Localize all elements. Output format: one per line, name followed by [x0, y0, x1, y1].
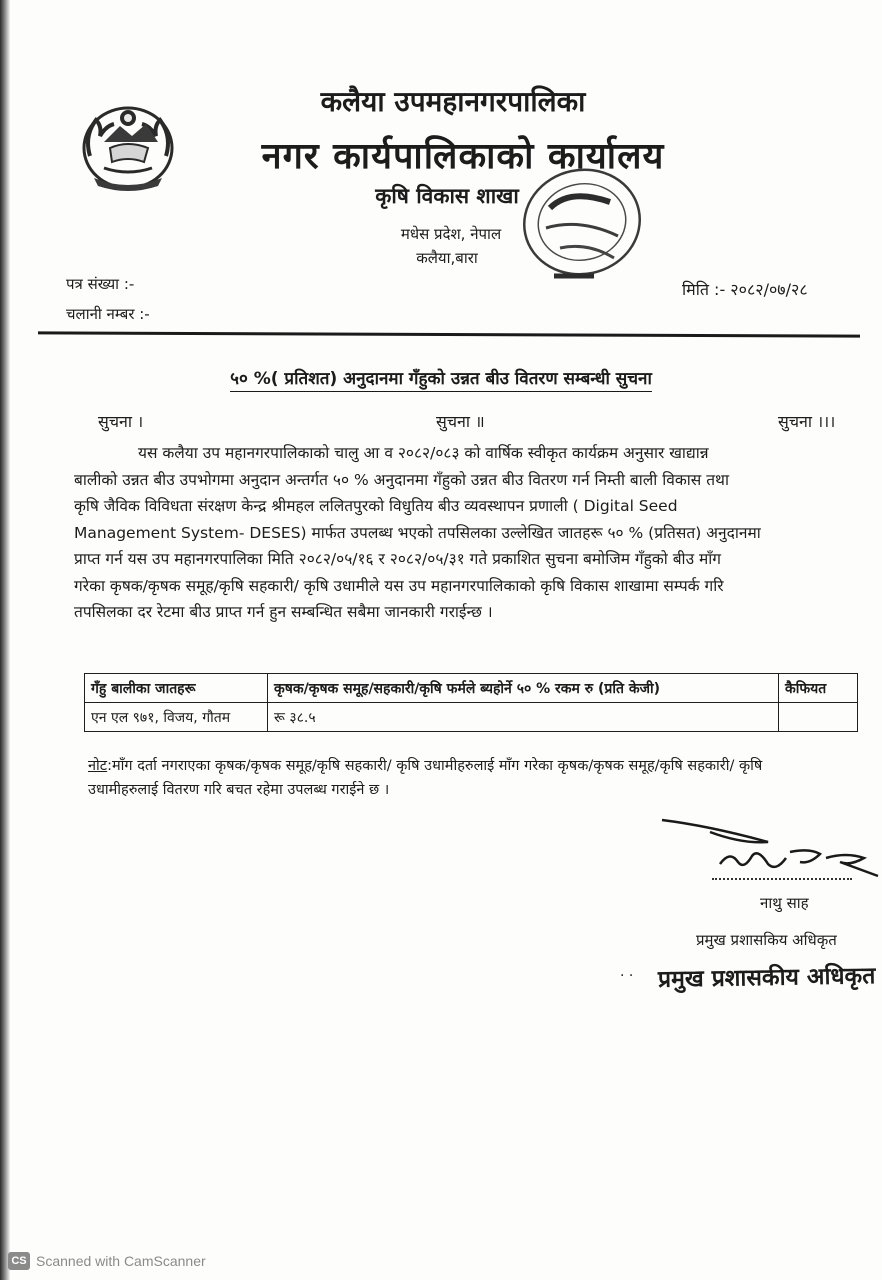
- body-line: प्राप्त गर्न यस उप महानगरपालिका मिति २०८२/०५/१६ र २०८२/०५/३१ गते प्रकाशित सुचना बमोजिम गँहुको बीउ माँग: [74, 550, 721, 568]
- location-line: कलैया,बारा: [416, 249, 478, 267]
- header-divider: [38, 331, 860, 337]
- notice-word-2: सुचना ॥: [436, 412, 485, 431]
- scanner-text: Scanned with CamScanner: [36, 1253, 206, 1269]
- camscanner-logo-icon: CS: [8, 1252, 30, 1270]
- dispatch-number: चलानी नम्बर :-: [66, 305, 150, 323]
- table-row: [85, 703, 858, 732]
- note-block: [88, 754, 858, 802]
- body-line: Management System- DESES) मार्फत उपलब्ध भएको तपसिलका उल्लेखित जातहरू ५० % (प्रतिसत) अनुदानमा: [74, 523, 761, 542]
- body-line: बालीको उन्नत बीउ उपभोगमा अनुदान अन्तर्गत ५० % अनुदानमा गँहुको उन्नत बीउ वितरण गर्न निम्ती बाली विकास तथा: [74, 470, 729, 489]
- header-rate: कृषक/कृषक समूह/सहकारी/कृषि फर्मले ब्यहोर्ने ५० % रकम रु (प्रति केजी): [268, 674, 779, 703]
- seed-rate-table: [84, 673, 858, 732]
- subject-text: ५० %( प्रतिशत) अनुदानमा गँहुको उन्नत बीउ वितरण सम्बन्धी सुचना: [230, 369, 652, 392]
- letter-date: मिति :- २०८२/०७/२८: [682, 280, 808, 299]
- cell-variety: एन एल ९७१, विजय, गौतम: [85, 703, 268, 732]
- municipality-name: कलैया उपमहानगरपालिका: [320, 85, 586, 118]
- body-line: कृषि जैविक विविधता संरक्षण केन्द्र श्रीमहल ललितपुरको विधुतिय बीउ व्यवस्थापन प्रणाली ( Digital Seed: [74, 497, 678, 515]
- cell-remarks: [779, 703, 858, 732]
- header-variety: गँहु बालीका जातहरू: [85, 674, 268, 703]
- officer-title-stamp: प्रमुख प्रशासकीय अधिकृत: [657, 963, 876, 993]
- table-header-row: [85, 674, 858, 703]
- signatory-name: नाथु साह: [760, 894, 809, 912]
- signature-dotted-line: [712, 878, 852, 880]
- scanner-watermark: [8, 1252, 206, 1270]
- section-name: कृषि विकास शाखा: [375, 184, 519, 208]
- signatory-title: प्रमुख प्रशासकिय अधिकृत: [696, 931, 837, 949]
- notice-word-1: सुचना ।: [98, 412, 144, 431]
- note-label: नोट: [88, 758, 108, 774]
- handwritten-signature-icon: [650, 812, 882, 886]
- office-round-stamp-icon: [510, 158, 650, 288]
- note-line-1: [88, 754, 858, 778]
- header-remarks: कैफियत: [779, 674, 858, 703]
- body-line: गरेका कृषक/कृषक समूह/कृषि सहकारी/ कृषि उधामीले यस उप महानगरपालिकाको कृषि विकास शाखामा सम्पर्क गरि: [74, 576, 724, 595]
- province-line: मधेस प्रदेश, नेपाल: [400, 225, 502, 243]
- notice-word-3: सुचना ।।।: [778, 412, 836, 431]
- stamp-ink-dots: · ·: [620, 968, 634, 984]
- body-line: तपसिलका दर रेटमा बीउ प्राप्त गर्न हुन सम्बन्धित सबैमा जानकारी गराईन्छ ।: [74, 603, 493, 621]
- notice-body: [74, 440, 864, 626]
- reference-number: पत्र संख्या :-: [66, 275, 135, 293]
- cell-rate: रू ३८.५: [268, 703, 779, 732]
- note-line-2: उधामीहरुलाई वितरण गरि बचत रहेमा उपलब्ध गराईने छ ।: [88, 782, 390, 798]
- office-name: नगर कार्यपालिकाको कार्यालय: [261, 136, 665, 177]
- note-text-1: :माँग दर्ता नगराएका कृषक/कृषक समूह/कृषि सहकारी/ कृषि उधामीहरुलाई माँग गरेका कृषक/कृषक समूह/कृषि सहकारी/ कृषि: [107, 758, 763, 774]
- subject-line: [0, 366, 882, 389]
- body-line: यस कलैया उप महानगरपालिकाको चालु आ व २०८२/०८३ को वार्षिक स्वीकृत कार्यक्रम अनुसार खाद्यान्न: [138, 444, 709, 462]
